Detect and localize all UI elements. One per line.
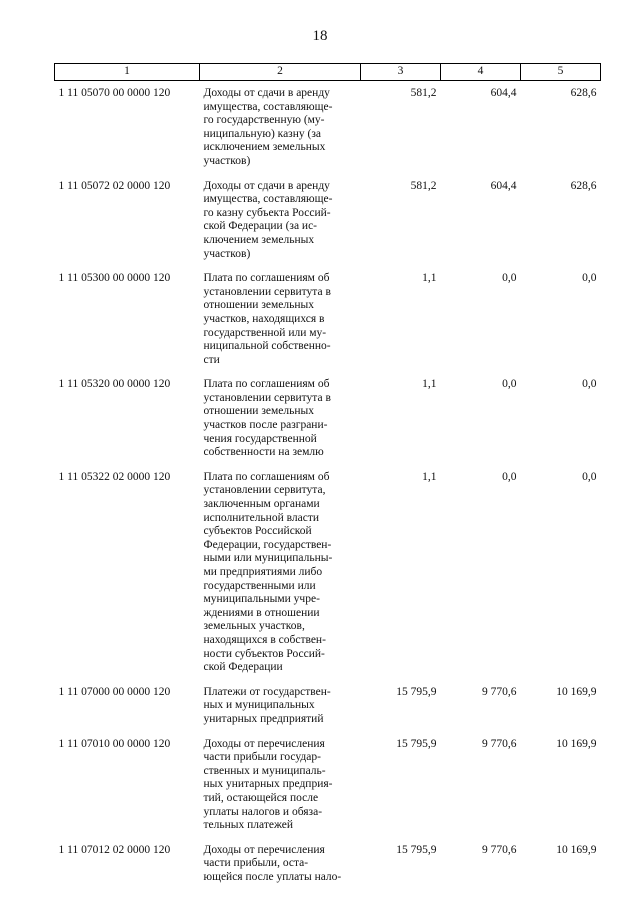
column-header-1: 1 <box>55 64 200 81</box>
income-name-line: уплаты налогов и обяза- <box>203 805 323 818</box>
income-name-cell <box>200 465 361 680</box>
income-name-line: Федерации, государствен- <box>203 538 332 551</box>
income-name-line: Доходы от сдачи в аренду <box>203 87 330 99</box>
amount-column-3-cell: 15 795,9 <box>396 737 437 750</box>
income-name-line: отношении земельных <box>203 405 314 418</box>
amount-column-4-cell: 0,0 <box>502 272 517 285</box>
amount-column-4-cell: 0,0 <box>502 378 517 391</box>
amount-column-5-cell: 10 169,9 <box>556 685 597 698</box>
income-name-line: го государственную (му- <box>203 114 325 127</box>
income-name-cell <box>200 732 361 838</box>
income-name-line: Плата по соглашениям об <box>203 470 330 483</box>
income-name-cell <box>200 838 361 890</box>
income-name-line: муниципальными учре- <box>203 593 320 606</box>
income-name-line: ных унитарных предприя- <box>203 778 333 791</box>
budget-code-cell: 1 11 07010 00 0000 120 <box>58 737 171 750</box>
income-name-line: Доходы от перечисления <box>203 843 325 856</box>
income-name-line: ющейся после уплаты нало- <box>203 870 342 883</box>
table-header-row <box>55 64 601 81</box>
amount-column-4-cell: 9 770,6 <box>482 685 517 698</box>
income-name-cell <box>200 372 361 465</box>
amount-column-5-cell: 10 169,9 <box>556 737 597 750</box>
amount-column-5-cell: 0,0 <box>582 378 597 391</box>
income-name-line: исключением земельных <box>203 141 326 154</box>
budget-code-cell: 1 11 07000 00 0000 120 <box>58 685 171 698</box>
amount-column-3-cell: 1,1 <box>422 470 437 483</box>
amount-column-3-cell: 1,1 <box>422 272 437 285</box>
table-row <box>55 838 601 890</box>
income-name-line: Платежи от государствен- <box>203 685 331 698</box>
income-name-line: части прибыли, оста- <box>203 857 309 870</box>
amount-column-4-cell: 604,4 <box>490 179 517 192</box>
budget-code-cell: 1 11 05072 02 0000 120 <box>58 179 171 192</box>
column-header-5: 5 <box>521 64 601 81</box>
income-name-line: ности субъектов Россий- <box>203 647 325 660</box>
amount-column-5-cell: 0,0 <box>582 470 597 483</box>
income-name-line: части прибыли государ- <box>203 751 321 764</box>
income-name-line: имущества, составляюще- <box>203 100 333 113</box>
income-name-line: ми предприятиями либо <box>203 566 323 578</box>
income-name-line: унитарных предприятий <box>203 712 324 725</box>
amount-column-3-cell: 581,2 <box>410 179 437 192</box>
income-name-line: Доходы от сдачи в аренду <box>203 179 330 192</box>
income-name-line: установлении сервитута в <box>203 391 331 404</box>
income-name-line: заключенным органами <box>203 498 320 511</box>
income-name-line: имущества, составляюще- <box>203 193 333 206</box>
income-name-line: установлении сервитута в <box>203 285 331 298</box>
column-header-4: 4 <box>441 64 521 81</box>
income-name-line: собственности на землю <box>203 446 324 459</box>
amount-column-5-cell: 628,6 <box>570 179 597 192</box>
income-name-line: ключением земельных <box>203 233 315 246</box>
table-row <box>55 372 601 465</box>
income-name-line: ской Федерации (за ис- <box>203 220 318 233</box>
income-name-line: субъектов Российской <box>203 525 312 538</box>
table-row <box>55 680 601 732</box>
budget-code-cell: 1 11 05320 00 0000 120 <box>58 378 171 391</box>
income-name-line: ждениями в отношении <box>203 606 320 619</box>
amount-column-4-cell: 604,4 <box>490 87 517 99</box>
income-name-line: ными или муниципальны- <box>203 552 333 565</box>
column-header-2: 2 <box>200 64 361 81</box>
income-name-line: ных и муниципальных <box>203 699 315 712</box>
income-name-line: участков) <box>203 247 251 260</box>
income-name-line: исполнительной власти <box>203 511 320 524</box>
income-name-line: чения государственной <box>203 432 317 445</box>
budget-code-cell: 1 11 07012 02 0000 120 <box>58 843 171 856</box>
budget-code-cell: 1 11 05300 00 0000 120 <box>58 272 171 285</box>
income-name-line: ниципальной собственно- <box>203 340 331 353</box>
income-name-line: ниципальную) казну (за <box>203 127 321 140</box>
amount-column-4-cell: 9 770,6 <box>482 737 517 750</box>
budget-table <box>54 63 601 889</box>
income-name-cell <box>200 266 361 372</box>
income-name-line: участков, находящихся в <box>203 312 325 325</box>
income-name-line: государственными или <box>203 579 316 592</box>
income-name-line: ской Федерации <box>203 661 283 674</box>
income-name-cell <box>200 81 361 174</box>
amount-column-3-cell: 1,1 <box>422 378 437 391</box>
table-row <box>55 81 601 174</box>
amount-column-4-cell: 0,0 <box>502 470 517 483</box>
income-name-line: Плата по соглашениям об <box>203 378 330 391</box>
amount-column-5-cell: 10 169,9 <box>556 843 597 856</box>
amount-column-3-cell: 15 795,9 <box>396 843 437 856</box>
income-name-line: го казну субъекта Россий- <box>203 206 331 219</box>
amount-column-5-cell: 628,6 <box>570 87 597 99</box>
income-name-line: участков) <box>203 154 251 167</box>
income-name-line: земельных участков, <box>203 620 305 633</box>
table-row <box>55 266 601 372</box>
amount-column-3-cell: 581,2 <box>410 87 437 99</box>
amount-column-3-cell: 15 795,9 <box>396 685 437 698</box>
amount-column-4-cell: 9 770,6 <box>482 843 517 856</box>
income-name-line: тельных платежей <box>203 819 294 832</box>
amount-column-5-cell: 0,0 <box>582 272 597 285</box>
table-row <box>55 732 601 838</box>
income-name-line: находящихся в собствен- <box>203 633 326 646</box>
income-name-line: сти <box>203 353 220 366</box>
column-header-3: 3 <box>361 64 441 81</box>
income-name-line: тий, остающейся после <box>203 791 319 804</box>
page-number: 18 <box>312 28 328 44</box>
income-name-line: установлении сервитута, <box>203 484 326 497</box>
income-name-line: ственных и муниципаль- <box>203 764 326 777</box>
income-name-line: государственной или му- <box>203 326 327 339</box>
income-name-line: Плата по соглашениям об <box>203 272 330 285</box>
table-row <box>55 465 601 680</box>
income-name-cell <box>200 680 361 732</box>
income-name-line: участков после разграни- <box>203 419 328 432</box>
income-name-line: Доходы от перечисления <box>203 737 325 750</box>
income-name-line: отношении земельных <box>203 299 314 312</box>
budget-code-cell: 1 11 05070 00 0000 120 <box>58 87 171 99</box>
income-name-cell <box>200 174 361 267</box>
budget-code-cell: 1 11 05322 02 0000 120 <box>58 470 171 483</box>
table-row <box>55 174 601 267</box>
